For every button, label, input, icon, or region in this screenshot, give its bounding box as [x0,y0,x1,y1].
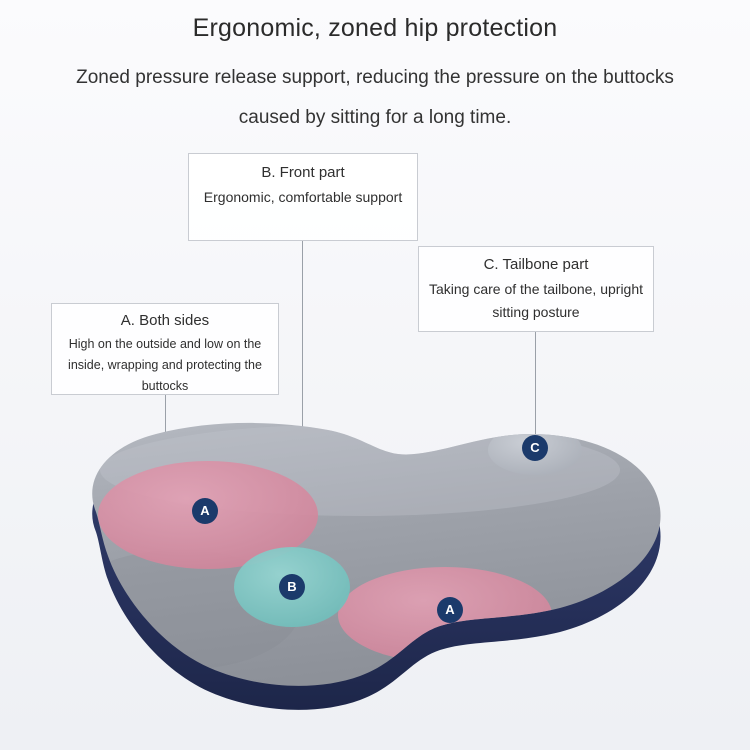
callout-b-heading: B. Front part [261,164,345,181]
callout-front-part [188,153,418,241]
callout-both-sides [51,303,279,395]
callout-tailbone-part [418,246,654,332]
page-title: Ergonomic, zoned hip protection [192,14,558,42]
zone-marker-c: C [522,435,548,461]
callout-c-body: Taking care of the tailbone, upright sitting posture [428,281,644,320]
cushion-illustration [60,380,700,740]
zone-marker-a-right: A [437,597,463,623]
callout-a-body: High on the outside and low on the inside, wrapping and protecting the buttocks [68,337,262,393]
zone-marker-b: B [279,574,305,600]
zone-marker-a-left: A [192,498,218,524]
page-subtitle: Zoned pressure release support, reducing the pressure on the buttocks caused by sitting for a long time. [76,67,674,128]
callout-b-body: Ergonomic, comfortable support [203,189,403,205]
callout-c-heading: C. Tailbone part [483,256,589,273]
callout-a-heading: A. Both sides [120,312,210,329]
